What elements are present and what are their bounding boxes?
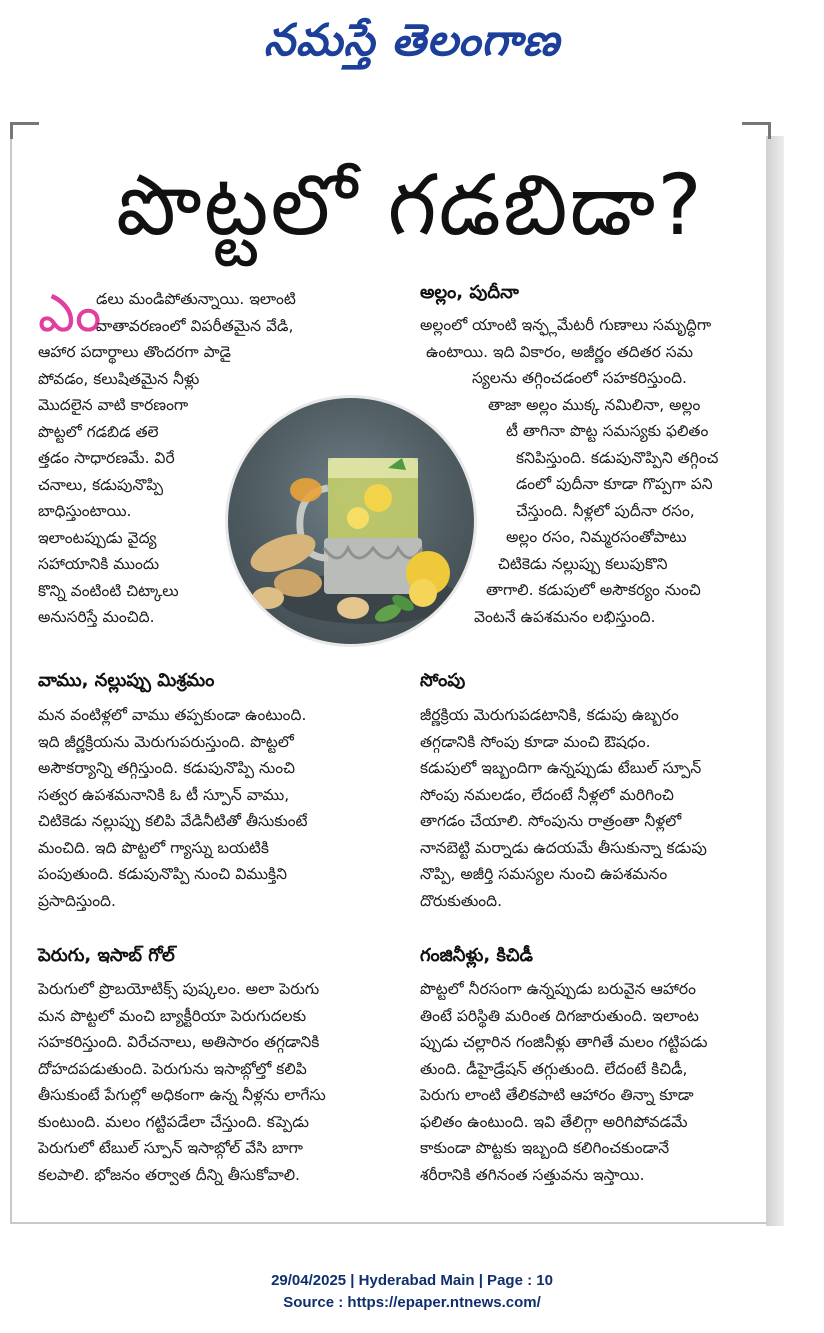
intro-line: వాతావరణంలో విపరీతమైన వేడి, [96, 316, 294, 335]
section-line: ఇది జీర్ణక్రియను మెరుగుపరుస్తుంది. పొట్టలో [38, 732, 294, 751]
section-line: పెరుగులో టేబుల్ స్పూన్ ఇసాబ్గోల్ వేసి బాగా [38, 1139, 303, 1157]
intro-line: సహాయానికి ముందు [38, 555, 160, 573]
section-line: ప్రసాదిస్తుంది. [38, 891, 116, 910]
section-line: మన పొట్టలో మంచి బ్యాక్టీరియా పెరుగుదలకు [38, 1006, 307, 1025]
intro-line: బాధిస్తుంటాయి. [38, 502, 132, 520]
section-line: చిటికెడు నల్లుప్పు కలుపుకొని [498, 554, 668, 573]
section-line: టీ తాగినా పొట్ట సమస్యకు ఫలితం [506, 422, 709, 440]
section-line: దోహదపడుతుంది. పెరుగును ఇసాబ్గోల్తో కలిపి [38, 1059, 307, 1078]
intro-line: పొట్టలో గడబిడ తలె [38, 422, 159, 441]
section-line: తాగడం చేయాలి. సోంపును రాత్రంతా నీళ్లలో [420, 812, 682, 830]
section-line: కాకుండా పొట్టకు ఇబ్బంది కలిగించకుండానే [420, 1139, 670, 1157]
section-line: సోంపు నమలడం, లేదంటే నీళ్లలో మరిగించి [420, 785, 674, 804]
section-line: వెంటనే ఉపశమనం లభిస్తుంది. [474, 607, 656, 626]
section-line: తాగాలి. కడుపులో అసౌకర్యం నుంచి [486, 581, 701, 599]
section-line: తగ్గడానికి సోంపు కూడా మంచి ఔషధం. [420, 732, 651, 751]
section-heading-curd: పెరుగు, ఇసాబ్ గోల్ [38, 945, 175, 966]
intro-line: అనుసరిస్తే మంచిది. [38, 608, 155, 626]
section-line: తింటే పరిస్థితి మరింత దిగజారుతుంది. ఇలాంట [420, 1006, 699, 1025]
frame-corner-right [742, 122, 771, 139]
section-line: తాజా అల్లం ముక్క నమిలినా, అల్లం [488, 395, 701, 414]
intro-line: పోవడం, కలుషితమైన నీళ్లు [38, 369, 200, 388]
section-line: అల్లంలో యాంటి ఇన్ఫ్లమేటరీ గుణాలు సమృద్ధిగా [420, 316, 712, 334]
section-carom-text [38, 702, 398, 914]
section-line: కలపాలి. భోజనం తర్వాత దీన్ని తీసుకోవాలి. [38, 1165, 300, 1184]
section-rice-water-text [420, 976, 760, 1188]
section-line: తుంది. డీహైడ్రేషన్ తగ్గుతుంది. లేదంటే కిచిడీ, [420, 1059, 688, 1078]
section-line: జీర్ణక్రియ మెరుగుపడటానికి, కడుపు ఉబ్బరం [420, 706, 679, 724]
section-line: ఫలితం ఉంటుంది. ఇవి తేలిగ్గా అరిగిపోవడమే [420, 1112, 688, 1131]
dropcap: ఎం [38, 284, 102, 344]
intro-line: చనాలు, కడుపునొప్పి [38, 475, 164, 494]
section-heading-rice-water: గంజినీళ్లు, కిచిడీ [420, 945, 533, 966]
section-line: పెరుగు లాంటి తేలికపాటి ఆహారం తిన్నా కూడా [420, 1086, 694, 1104]
section-curd-text [38, 976, 398, 1188]
section-line: ఉంటాయి. ఇది వికారం, అజీర్ణం తదితర సమ [426, 342, 694, 361]
section-line: స్యలను తగ్గించడంలో సహకరిస్తుంది. [472, 369, 687, 387]
section-line: కుంటుంది. మలం గట్టిపడేలా చేస్తుంది. కప్పెడు [38, 1112, 310, 1131]
section-line: దొరుకుతుంది. [420, 891, 503, 910]
section-line: సత్వర ఉపశమనానికి ఓ టీ స్పూన్ వాము, [38, 785, 290, 804]
section-line: శరీరానికి తగినంత సత్తువను ఇస్తాయి. [420, 1165, 645, 1184]
intro-line: ఇలాంటప్పుడు వైద్య [38, 528, 157, 547]
intro-line: కొన్ని వంటింటి చిట్కాలు [38, 581, 179, 600]
section-line: ప్పుడు చల్లారిన గంజినీళ్లు తాగితే మలం గట్టిపడు [420, 1033, 708, 1051]
section-line: నానబెట్టి మర్నాడు ఉదయమే తీసుకున్నా కడుపు [420, 838, 707, 857]
section-line: చేస్తుంది. నీళ్లలో పుదీనా రసం, [516, 501, 695, 520]
section-heading-fennel: సోంపు [420, 670, 466, 691]
section-heading-ginger-mint: అల్లం, పుదీనా [420, 282, 519, 303]
section-line: మంచిది. ఇది పొట్టలో గ్యాస్ను బయటికి [38, 838, 269, 857]
footer-source-link[interactable]: Source : https://epaper.ntnews.com/ [283, 1294, 541, 1311]
intro-line: మొదలైన వాటి కారణంగా [38, 396, 189, 414]
section-line: అసౌకర్యాన్ని తగ్గిస్తుంది. కడుపునొప్పి నుంచి [38, 759, 295, 777]
section-fennel-text [420, 702, 760, 914]
section-line: తీసుకుంటే పేగుల్లో అధికంగా ఉన్న నీళ్లను లాగేసు [38, 1086, 326, 1104]
section-line: సహకరిస్తుంది. విరేచనాలు, అతిసారం తగ్గడానికి [38, 1033, 320, 1051]
section-heading-carom: వాము, నల్లుప్పు మిశ్రమం [38, 670, 215, 691]
section-line: కడుపులో ఇబ్బందిగా ఉన్నప్పుడు టేబుల్ స్పూన్ [420, 759, 702, 777]
section-line: అల్లం రసం, నిమ్మరసంతోపాటు [506, 528, 687, 546]
section-line: పంపుతుంది. కడుపునొప్పి నుంచి విముక్తిని [38, 865, 287, 883]
section-line: మన వంటిళ్లలో వాము తప్పకుండా ఉంటుంది. [38, 706, 307, 724]
footer-date-edition: 29/04/2025 | Hyderabad Main | Page : 10 [271, 1272, 553, 1289]
section-line: పెరుగులో ప్రొబయోటిక్స్ పుష్కలం. అలా పెరుగు [38, 980, 320, 998]
intro-line: డలు మండిపోతున్నాయి. ఇలాంటి [96, 290, 296, 308]
intro-line: త్తడం సాధారణమే. విరే [38, 449, 175, 467]
section-line: చిటికెడు నల్లుప్పు కలిపి వేడినీటితో తీసుకుంటే [38, 812, 308, 830]
intro-line: ఆహార పదార్థాలు తొందరగా పాడై [38, 343, 232, 361]
section-line: నొప్పి, అజీర్తి సమస్యల నుంచి ఉపశమనం [420, 865, 668, 883]
frame-corner-left [10, 122, 39, 139]
article-shadow [766, 136, 784, 1226]
section-line: డంలో పుదీనా కూడా గొప్పగా పని [516, 475, 713, 493]
section-line: కనిపిస్తుంది. కడుపునొప్పిని తగ్గించ [516, 448, 719, 467]
article-headline: పొట్టలో గడబిడా? [116, 156, 704, 254]
section-line: పొట్టలో నీరసంగా ఉన్నప్పుడు బరువైన ఆహారం [420, 980, 696, 998]
masthead-logo: నమస్తే తెలంగాణ [263, 15, 561, 66]
section-ginger-mint-text [420, 312, 760, 630]
